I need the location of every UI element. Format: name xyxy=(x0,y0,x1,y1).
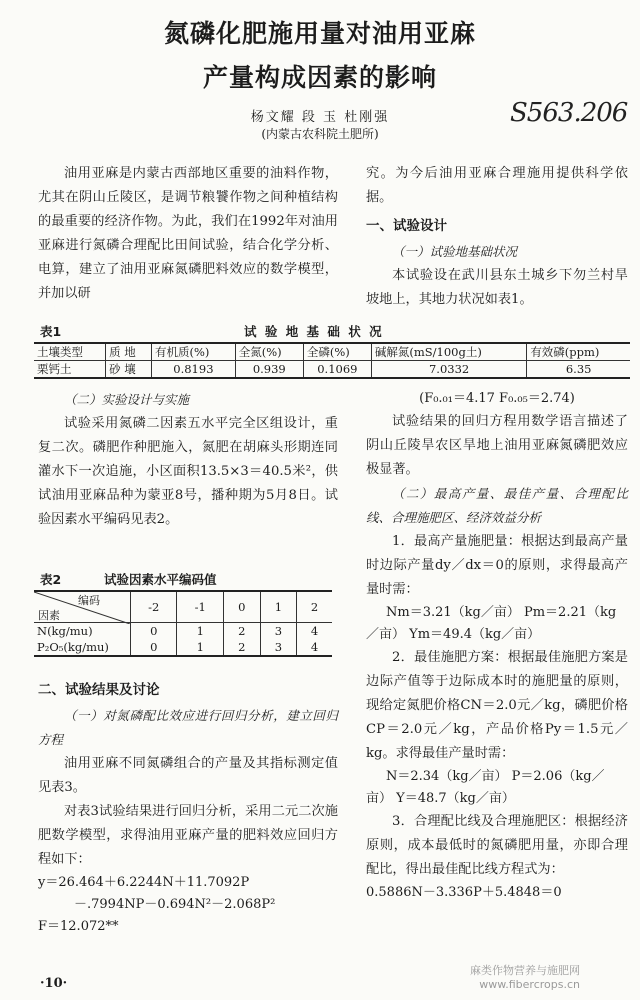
result-paragraph: 试验结果的回归方程用数学语言描述了阴山丘陵旱农区旱地上油用亚麻氮磷肥效应极显著。 xyxy=(366,414,628,477)
table-2-factor: N(kg/mu) xyxy=(37,624,93,638)
handwritten-call-number: S563.206 xyxy=(510,98,628,128)
table-2-factor: P₂O₅(kg/mu) xyxy=(37,640,109,654)
table-2-cell: 2 xyxy=(223,623,260,640)
section-1-subtitle: （一）试验地基础状况 xyxy=(392,244,518,259)
table-1-header-cell: 土壤类型 xyxy=(37,345,83,359)
left-intro xyxy=(38,162,338,306)
section-2-para-2: 对表3试验结果进行回归分析，采用二元二次施肥数学模型，求得油用亚麻产量的肥料效应回归方程如下： xyxy=(38,804,338,867)
table-2-corner-cell xyxy=(34,591,131,623)
table-1-title: 试 验 地 基 础 状 况 xyxy=(244,324,384,339)
table-2-head-bottom: 因素 xyxy=(38,609,60,622)
table-2-code: -2 xyxy=(131,591,177,623)
table-2-cell: 1 xyxy=(177,623,223,640)
table-1-cell: 栗钙土 xyxy=(37,362,72,376)
table-2-head-top: 编码 xyxy=(78,594,100,607)
section-1-subtitle-2: （二）实验设计与实施 xyxy=(64,392,190,407)
table-2-cell: 0 xyxy=(131,639,177,656)
table-1-header-cell: 有机质(%) xyxy=(152,343,236,361)
table-2 xyxy=(34,568,332,657)
table-1-label: 表1 xyxy=(40,324,62,339)
right-lower xyxy=(366,388,628,904)
table-1-header-cell: 质 地 xyxy=(106,343,152,361)
section-2-subtitle: （一）对氮磷配比效应进行回归分析，建立回归方程 xyxy=(38,708,338,747)
table-2-cell: 3 xyxy=(260,623,297,640)
table-1-cell: 0.1069 xyxy=(303,361,371,379)
left-middle xyxy=(38,388,338,532)
section-1-text: 本试验设在武川县东土城乡下勿兰村旱坡地上，其地力状况如表1。 xyxy=(366,268,628,307)
table-1-cell: 7.0332 xyxy=(371,361,526,379)
table-2-code: -1 xyxy=(177,591,223,623)
watermark-line2: www.fibercrops.cn xyxy=(479,978,580,991)
table-2-code: 0 xyxy=(223,591,260,623)
table-2-cell: 0 xyxy=(131,623,177,640)
ratio-equation: 0.5886N－3.336P＋5.4848＝0 xyxy=(366,885,562,900)
table-2-title: 试验因素水平编码值 xyxy=(104,572,217,587)
authors: 杨文耀 段 玉 杜刚强 xyxy=(250,110,390,125)
affiliation: (内蒙古农科院土肥所) xyxy=(261,127,379,141)
paper-title-line2: 产量构成因素的影响 xyxy=(202,63,437,92)
max-yield-values: Nm＝3.21（kg／亩） Pm＝2.21（kg／亩） Ym＝49.4（kg／亩） xyxy=(366,605,617,642)
table-2-cell: 2 xyxy=(223,639,260,656)
table-2-cell: 1 xyxy=(177,639,223,656)
watermark-line1: 麻类作物营养与施肥网 xyxy=(470,964,580,977)
watermark xyxy=(470,964,580,992)
best-plan-paragraph: 2．最佳施肥方案：根据最佳施肥方案是边际产值等于边际成本时的施肥量的原则，现给定氮肥价格CN＝2.0元／kg，磷肥价格CP＝2.0元／kg，产品价格Py＝1.5元／kg。求得最佳产量时需： xyxy=(366,650,628,761)
table-1-header-cell: 全氮(%) xyxy=(235,343,303,361)
max-yield-paragraph: 1．最高产量施肥量：根据达到最高产量时边际产量dy／dx＝0的原则，求得最高产量时需： xyxy=(366,534,628,597)
table-1 xyxy=(34,320,630,379)
section-2-para-1: 油用亚麻不同氮磷组合的产量及其指标测定值见表3。 xyxy=(38,756,338,795)
intro-continuation: 究。为今后油用亚麻合理施用提供科学依据。 xyxy=(366,166,628,205)
table-2-code: 2 xyxy=(297,591,332,623)
f-test-values: (F₀.₀₁＝4.17 F₀.₀₅＝2.74) xyxy=(419,391,575,406)
table-1-cell: 砂 壤 xyxy=(106,361,152,379)
table-1-cell: 6.35 xyxy=(527,361,630,379)
design-paragraph: 试验采用氮磷二因素五水平完全区组设计，重复二次。磷肥作种肥施入，氮肥在胡麻头形期连同灌水下一次追施，小区面积13.5×3＝40.5米²，供试油用亚麻品种为蒙亚8号，播种期为5月8日。试验因素水平编码见表2。 xyxy=(38,416,338,527)
intro-paragraph: 油用亚麻是内蒙古西部地区重要的油料作物，尤其在阴山丘陵区，是调节粮饕作物之间种植结构的最重要的经济作物。为此，我们在1992年对油用亚麻进行氮磷合理配比田间试验，结合化学分析、电算，建立了油用亚麻氮磷肥料效应的数学模型，并加以研 xyxy=(38,166,338,301)
table-2-cell: 3 xyxy=(260,639,297,656)
f-statistic: F＝12.072** xyxy=(38,919,119,934)
left-bottom xyxy=(38,676,338,938)
table-1-header-cell: 有效磷(ppm) xyxy=(527,343,630,361)
page-number: ·10· xyxy=(40,976,68,991)
section-1-title: 一、试验设计 xyxy=(366,218,447,234)
right-intro xyxy=(366,162,628,312)
table-1-header-cell: 全磷(%) xyxy=(303,343,371,361)
table-2-cell: 4 xyxy=(297,623,332,640)
table-2-code: 1 xyxy=(260,591,297,623)
table-2-cell: 4 xyxy=(297,639,332,656)
regression-equation-line2: －.7994NP－0.694N²－2.068P² xyxy=(74,897,276,912)
table-1-cell: 0.939 xyxy=(235,361,303,379)
section-2-subtitle-2: （二）最高产量、最佳产量、合理配比线、合理施肥区、经济效益分析 xyxy=(366,486,628,525)
paper-title-line1: 氮磷化肥施用量对油用亚麻 xyxy=(163,19,476,48)
table-1-header-cell: 碱解氮(mS/100g土) xyxy=(371,343,526,361)
ratio-paragraph: 3．合理配比线及合理施肥区：根据经济原则，成本最低时的氮磷肥用量，亦即合理配比，得出最佳配比线方程式为： xyxy=(366,814,628,877)
regression-equation-line1: y＝26.464＋6.2244N＋11.7092P xyxy=(38,875,250,890)
best-yield-values: N＝2.34（kg／亩） P＝2.06（kg／亩） Y＝48.7（kg／亩） xyxy=(366,769,605,806)
table-1-cell: 0.8193 xyxy=(152,361,236,379)
table-2-label: 表2 xyxy=(40,572,62,587)
section-2-title: 二、试验结果及讨论 xyxy=(38,682,160,698)
